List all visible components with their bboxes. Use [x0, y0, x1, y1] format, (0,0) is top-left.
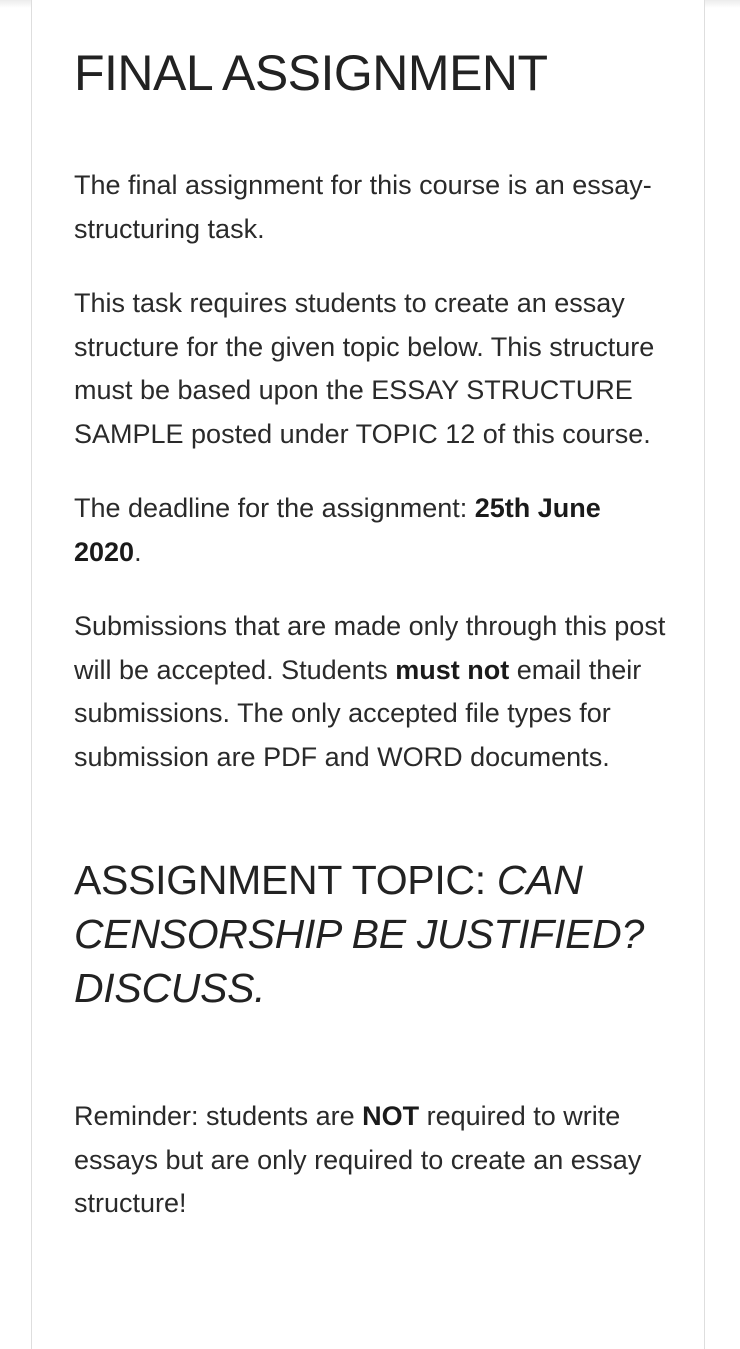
- post-card: [31, 0, 705, 1349]
- intro-paragraph: The final assignment for this course is an essay-structuring task.: [74, 170, 652, 244]
- reminder-paragraph: [74, 1095, 674, 1226]
- post-title: FINAL ASSIGNMENT: [74, 45, 548, 101]
- deadline-date: 25th June 2020: [74, 493, 601, 567]
- topic-question: CAN CENSORSHIP BE JUSTIFIED? DISCUSS.: [74, 857, 644, 1011]
- reminder-text-2: required to write essays but are only required to create an essay structure!: [74, 1101, 642, 1218]
- deadline-paragraph: [74, 487, 674, 574]
- assignment-topic-heading: [74, 853, 674, 1015]
- submissions-emphasis: must not: [395, 654, 510, 685]
- reminder-text-1: Reminder: students are: [74, 1101, 363, 1131]
- topic-label: ASSIGNMENT TOPIC:: [74, 857, 486, 903]
- deadline-suffix: .: [134, 536, 142, 567]
- submissions-text-1: Submissions that are made only through this post will be accepted. Students: [74, 611, 666, 685]
- post-content: [74, 38, 674, 1226]
- submissions-text-2: email their submissions. The only accepted file types for submission are PDF and WORD documents.: [74, 654, 642, 772]
- reminder-emphasis: NOT: [362, 1101, 420, 1131]
- submissions-paragraph: [74, 605, 674, 779]
- task-paragraph: This task requires students to create an essay structure for the given topic below. This structure must be based upon the ESSAY STRUCTURE SAMPLE posted under TOPIC 12 of this course.: [74, 288, 655, 449]
- deadline-prefix: The deadline for the assignment:: [74, 493, 475, 523]
